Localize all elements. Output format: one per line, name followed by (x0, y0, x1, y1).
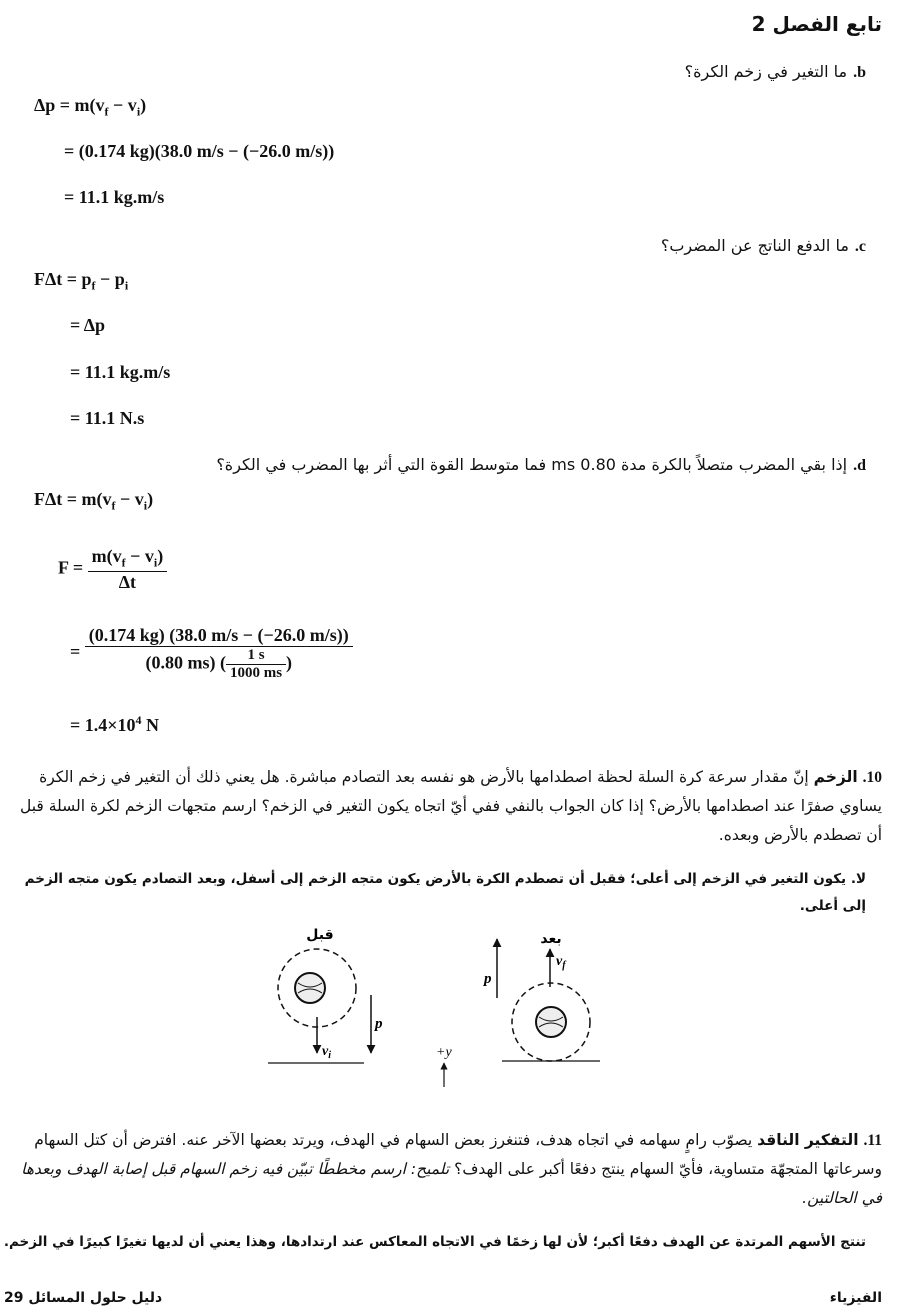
q10-text: إنّ مقدار سرعة كرة السلة لحظة اصطدامها بالأرض هو نفسه بعد التصادم مباشرة. هل يعني ذلك أن التغير في زخم الكرة يساوي صفرًا عند اصطدامها بالأرض؟ إذا كان الجواب بالنفي ففي أيّ اتجاه يكون التغير في الزخم؟ ارسم متجهات الزخم لكرة السلة قبل أن تصطدم بالأرض وبعده. (19, 768, 882, 844)
after-momentum-label: p (484, 971, 492, 987)
after-velocity-label: $v_f$ (556, 954, 566, 971)
part-d-value-fraction: = (0.174 kg) (38.0 m/s − (−26.0 m/s)) (0.80 ms) ( $\frac{1 s}{1000 ms}$ ) (70, 625, 353, 682)
unit-conversion-fraction: $\frac{1 s}{1000 ms}$ (226, 647, 286, 682)
q11-answer: تنتج الأسهم المرتدة عن الهدف دفعًا أكبر؛ لأن لها زخمًا في الاتجاه المعاكس عند ارتدادها، وهذا يعني أن لديها تغيرًا كبيرًا في الزخم. (3, 1234, 866, 1250)
basketball-before-icon (295, 973, 325, 1003)
before-velocity-label: $v_i$ (322, 1044, 331, 1061)
part-b-letter: b. (853, 64, 866, 81)
q10-topic: الزخم (813, 768, 858, 786)
part-c-letter: c. (854, 238, 866, 255)
part-d-eq1: $F\Delta t = m(v_f - v_i)$ (34, 489, 154, 513)
part-c-eq4: = 11.1 N.s (70, 408, 145, 428)
part-d-result: = $1.4\times 10^4$ N (70, 713, 160, 735)
axis-label: +y (436, 1045, 452, 1060)
part-d-force-fraction: F = $\frac{m(v_f - v_i)}{\Delta t}$ (58, 546, 167, 593)
part-c-eq1: $F\Delta t = p_f - p_i$ (34, 269, 129, 293)
force-fraction: $\frac{m(v_f - v_i)}{\Delta t}$ (88, 546, 168, 593)
part-c-question (661, 236, 866, 256)
after-label: بعد (540, 931, 562, 947)
part-c-eq3: = 11.1 kg.m/s (70, 362, 171, 382)
q11-text: يصوّب رامٍ سهامه في اتجاه هدف، فتنغرز بعض السهام في الهدف، ويرتد بعضها الآخر عنه. افترض أن كتل السهام وسرعاتها المتجهّة متساوية، فأيّ السهام ينتج دفعًا أكبر على الهدف؟ (34, 1131, 882, 1178)
q11-topic: التفكير الناقد (757, 1131, 859, 1149)
q10-answer: لا. يكون التغير في الزخم إلى أعلى؛ فقبل أن تصطدم الكرة بالأرض يكون متجه الزخم إلى أسفل، وبعد التصادم يكون متجه الزخم إلى أعلى. (24, 871, 866, 914)
part-c-question-text: ما الدفع الناتج عن المضرب؟ (660, 236, 849, 255)
part-c-eq2: = Δp (70, 315, 106, 335)
q10-number: 10. (862, 769, 882, 786)
part-d-question (216, 455, 866, 475)
part-d-question-text: إذا بقي المضرب متصلاً بالكرة مدة 0.80 ms فما متوسط القوة التي أثر بها المضرب في الكرة؟ (216, 455, 848, 474)
footer-page: دليل حلول المسائل 29 (4, 1290, 163, 1306)
before-label: قبل (306, 927, 334, 943)
before-momentum-label: p (375, 1016, 383, 1032)
part-b-eq3: = 11.1 kg.m/s (64, 187, 165, 207)
question-10 (0, 763, 882, 850)
chapter-title: تابع الفصل 2 (751, 12, 882, 36)
q11-hint: تلميح: ارسم مخططًا تبيّن فيه زخم السهام قبل إصابة الهدف وبعدها في الحالتين. (21, 1160, 882, 1207)
q11-number: 11. (863, 1132, 882, 1149)
value-fraction: (0.174 kg) (38.0 m/s − (−26.0 m/s)) (0.80 ms) ( $\frac{1 s}{1000 ms}$ ) (85, 625, 353, 682)
basketball-after-icon (536, 1007, 566, 1037)
part-d-letter: d. (853, 457, 866, 474)
question-11 (0, 1126, 882, 1213)
part-b-question (685, 62, 866, 82)
momentum-vector-diagram (260, 925, 620, 1095)
part-b-eq1: $\Delta p = m(v_f - v_i)$ (34, 95, 147, 119)
part-b-eq2: = (0.174 kg)(38.0 m/s − (−26.0 m/s)) (64, 141, 335, 161)
footer-subject: الفيزياء (829, 1290, 882, 1306)
part-b-question-text: ما التغير في زخم الكرة؟ (684, 62, 848, 81)
